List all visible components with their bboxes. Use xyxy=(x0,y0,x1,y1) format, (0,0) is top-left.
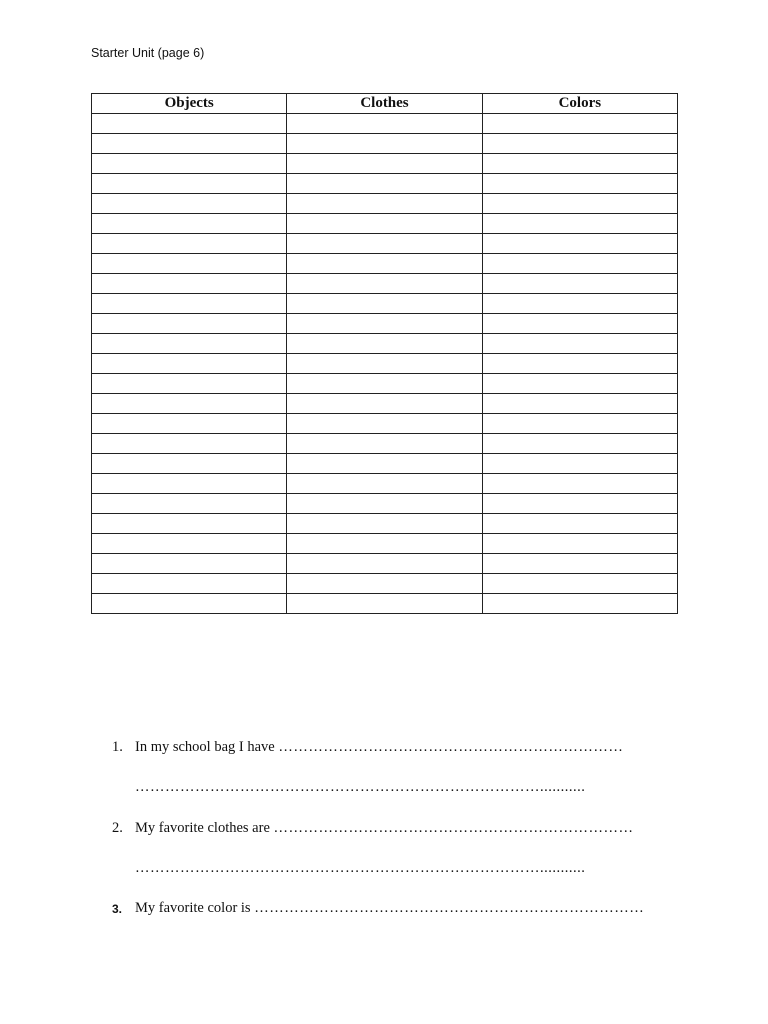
table-cell[interactable] xyxy=(482,414,677,434)
question-1-continuation-blank[interactable]: ………………………………………………………………………........... xyxy=(135,779,586,795)
question-3-number: 3. xyxy=(112,902,123,916)
table-row xyxy=(92,494,678,514)
table-row xyxy=(92,554,678,574)
table-cell[interactable] xyxy=(92,514,287,534)
table-cell[interactable] xyxy=(482,574,677,594)
question-2-line xyxy=(135,820,680,837)
table-cell[interactable] xyxy=(287,274,482,294)
table-cell[interactable] xyxy=(92,134,287,154)
table-cell[interactable] xyxy=(287,374,482,394)
table-cell[interactable] xyxy=(482,434,677,454)
table-cell[interactable] xyxy=(287,154,482,174)
table-cell[interactable] xyxy=(92,534,287,554)
table-cell[interactable] xyxy=(92,434,287,454)
table-row xyxy=(92,534,678,554)
table-cell[interactable] xyxy=(482,134,677,154)
table-cell[interactable] xyxy=(287,514,482,534)
table-cell[interactable] xyxy=(287,234,482,254)
table-cell[interactable] xyxy=(287,334,482,354)
question-2-number: 2. xyxy=(112,820,123,836)
table-row xyxy=(92,314,678,334)
table-cell[interactable] xyxy=(287,134,482,154)
table-cell[interactable] xyxy=(92,194,287,214)
page-header: Starter Unit (page 6) xyxy=(91,46,205,60)
table-cell[interactable] xyxy=(482,214,677,234)
table-cell[interactable] xyxy=(92,374,287,394)
table-cell[interactable] xyxy=(482,234,677,254)
table-row xyxy=(92,154,678,174)
table-row xyxy=(92,514,678,534)
table-cell[interactable] xyxy=(92,254,287,274)
table-header-row xyxy=(92,94,678,114)
table-cell[interactable] xyxy=(482,534,677,554)
table-cell[interactable] xyxy=(287,454,482,474)
question-2-continuation-blank[interactable]: ………………………………………………………………………........... xyxy=(135,860,586,876)
column-header-clothes: Clothes xyxy=(287,94,482,114)
table-body xyxy=(92,114,678,614)
table-cell[interactable] xyxy=(482,594,677,614)
table-cell[interactable] xyxy=(287,534,482,554)
table-row xyxy=(92,114,678,134)
table-cell[interactable] xyxy=(287,214,482,234)
table-cell[interactable] xyxy=(482,334,677,354)
table-cell[interactable] xyxy=(287,594,482,614)
question-1-number: 1. xyxy=(112,739,123,755)
table-cell[interactable] xyxy=(287,294,482,314)
table-cell[interactable] xyxy=(92,494,287,514)
table-cell[interactable] xyxy=(482,194,677,214)
table-row xyxy=(92,354,678,374)
table-row xyxy=(92,134,678,154)
table-cell[interactable] xyxy=(482,174,677,194)
question-1-answer-blank[interactable]: …………………………………………………………… xyxy=(278,739,624,755)
table-cell[interactable] xyxy=(92,234,287,254)
table-cell[interactable] xyxy=(92,154,287,174)
table-row xyxy=(92,374,678,394)
vocabulary-table xyxy=(91,93,678,614)
question-3-prompt: My favorite color is xyxy=(135,900,251,916)
question-2-prompt: My favorite clothes are xyxy=(135,820,270,836)
table-row xyxy=(92,234,678,254)
table-row xyxy=(92,214,678,234)
table-cell[interactable] xyxy=(92,474,287,494)
table-cell[interactable] xyxy=(482,154,677,174)
table-cell[interactable] xyxy=(92,574,287,594)
table-row xyxy=(92,394,678,414)
table-row xyxy=(92,174,678,194)
table-cell[interactable] xyxy=(287,114,482,134)
table-row xyxy=(92,254,678,274)
table-cell[interactable] xyxy=(482,554,677,574)
table-cell[interactable] xyxy=(482,314,677,334)
question-1-line xyxy=(135,739,680,756)
table-row xyxy=(92,454,678,474)
table-cell[interactable] xyxy=(482,394,677,414)
table-cell[interactable] xyxy=(287,254,482,274)
table-row xyxy=(92,274,678,294)
table-cell[interactable] xyxy=(92,274,287,294)
table-cell[interactable] xyxy=(287,354,482,374)
table-cell[interactable] xyxy=(92,454,287,474)
table-cell[interactable] xyxy=(92,554,287,574)
table-cell[interactable] xyxy=(287,314,482,334)
column-header-colors: Colors xyxy=(482,94,677,114)
table-cell[interactable] xyxy=(287,474,482,494)
table-cell[interactable] xyxy=(482,294,677,314)
table-cell[interactable] xyxy=(92,414,287,434)
table-cell[interactable] xyxy=(287,494,482,514)
question-2-answer-blank[interactable]: ……………………………………………………………… xyxy=(273,820,634,836)
table-cell[interactable] xyxy=(92,114,287,134)
table-cell[interactable] xyxy=(482,254,677,274)
column-header-objects: Objects xyxy=(92,94,287,114)
table-cell[interactable] xyxy=(287,194,482,214)
table-cell[interactable] xyxy=(92,394,287,414)
table-row xyxy=(92,574,678,594)
table-cell[interactable] xyxy=(482,494,677,514)
table-cell[interactable] xyxy=(482,514,677,534)
table-cell[interactable] xyxy=(482,474,677,494)
table-cell[interactable] xyxy=(92,174,287,194)
question-3-answer-blank[interactable]: …………………………………………………………………… xyxy=(254,900,645,916)
question-1-answer-line-2[interactable] xyxy=(135,779,680,796)
table-cell[interactable] xyxy=(287,394,482,414)
table-cell[interactable] xyxy=(482,354,677,374)
table-row xyxy=(92,474,678,494)
table-cell[interactable] xyxy=(482,114,677,134)
table-cell[interactable] xyxy=(482,274,677,294)
table-row xyxy=(92,414,678,434)
table-cell[interactable] xyxy=(92,214,287,234)
table-cell[interactable] xyxy=(92,294,287,314)
table-row xyxy=(92,194,678,214)
question-3-line xyxy=(135,900,680,917)
table-cell[interactable] xyxy=(482,374,677,394)
table-cell[interactable] xyxy=(92,334,287,354)
table-cell[interactable] xyxy=(92,594,287,614)
table-cell[interactable] xyxy=(287,554,482,574)
table-cell[interactable] xyxy=(287,574,482,594)
table-cell[interactable] xyxy=(92,314,287,334)
table-row xyxy=(92,334,678,354)
table-row xyxy=(92,434,678,454)
question-1-prompt: In my school bag I have xyxy=(135,739,275,755)
table-cell[interactable] xyxy=(287,174,482,194)
table-row xyxy=(92,594,678,614)
question-2-answer-line-2[interactable] xyxy=(135,860,680,877)
table-cell[interactable] xyxy=(287,434,482,454)
table-cell[interactable] xyxy=(287,414,482,434)
table-cell[interactable] xyxy=(482,454,677,474)
table-row xyxy=(92,294,678,314)
table-cell[interactable] xyxy=(92,354,287,374)
